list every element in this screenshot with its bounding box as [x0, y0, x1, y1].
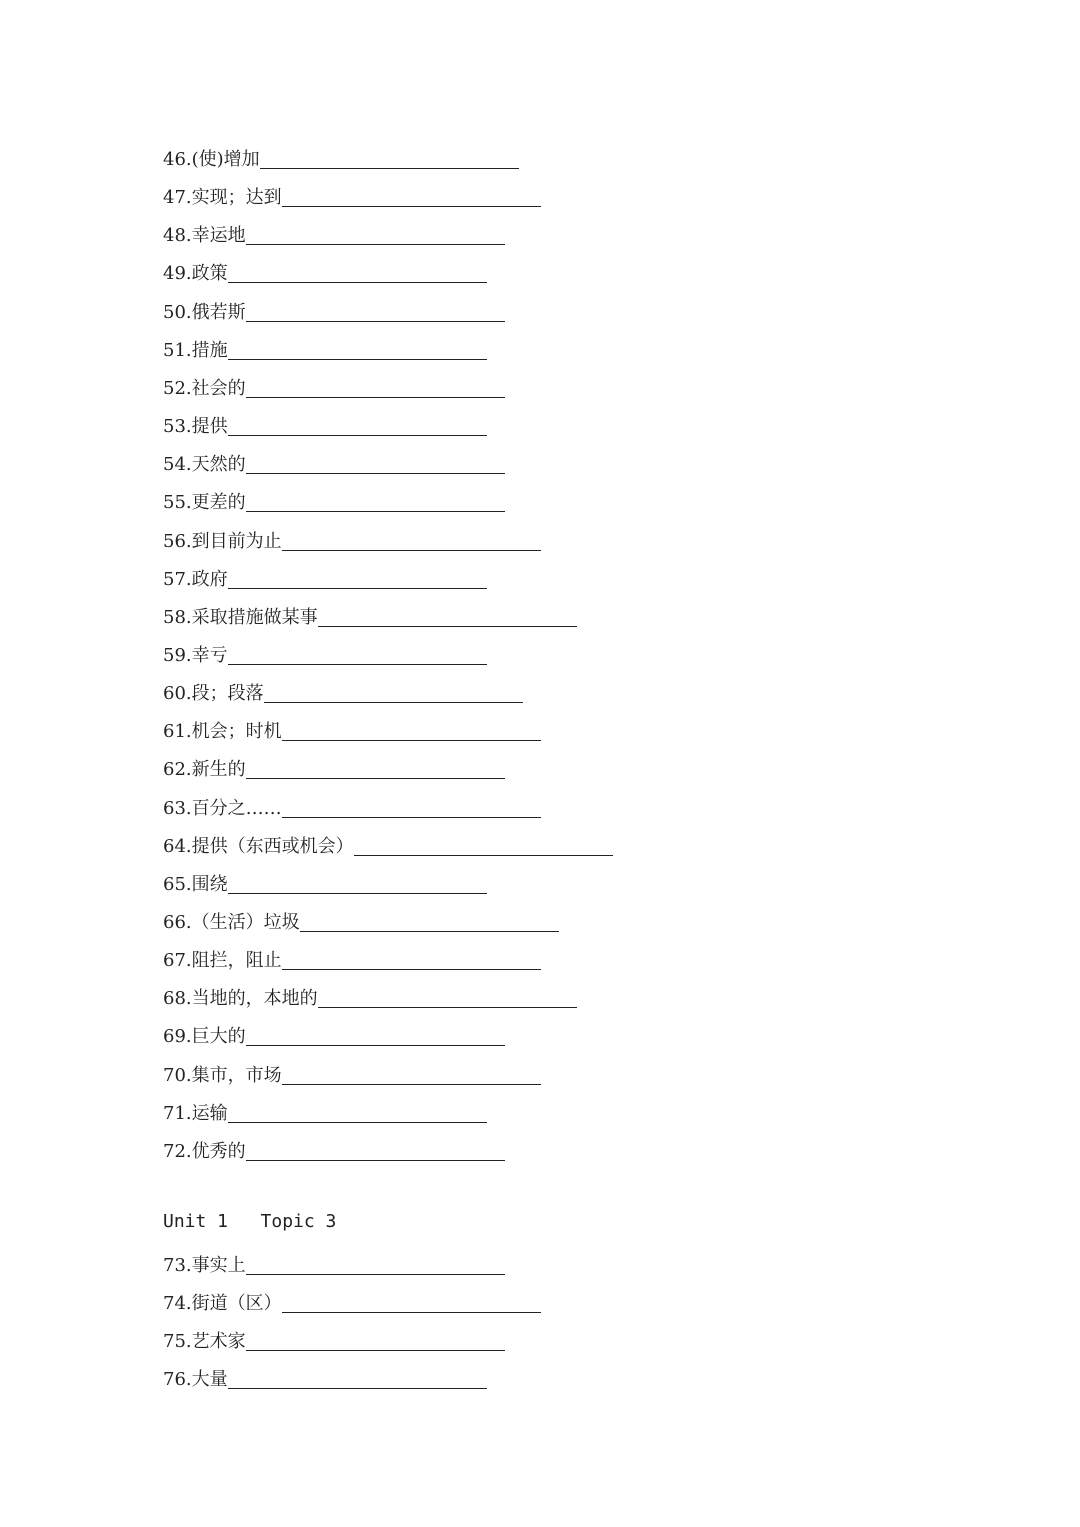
- item-number: 54.: [163, 454, 192, 476]
- item-label: 到目前为止: [191, 530, 282, 552]
- vocab-item: [163, 561, 487, 591]
- item-label: 政府: [191, 568, 228, 590]
- vocab-item: [163, 1018, 505, 1048]
- item-number: 69.: [163, 1026, 192, 1048]
- vocab-item: [163, 1095, 487, 1125]
- item-label: 新生的: [191, 759, 246, 781]
- vocab-item: [163, 637, 487, 667]
- item-label: 社会的: [191, 377, 246, 399]
- item-number: 57.: [163, 568, 192, 590]
- answer-blank[interactable]: [282, 1084, 541, 1085]
- item-number: 73.: [163, 1255, 192, 1276]
- vocab-item: [163, 1057, 541, 1087]
- item-number: 50.: [163, 301, 192, 323]
- section-heading: Unit 1 Topic 3: [163, 1211, 337, 1232]
- vocab-item: [163, 217, 505, 247]
- item-number: 68.: [163, 988, 192, 1010]
- answer-blank[interactable]: [246, 778, 505, 779]
- item-label: 幸运地: [191, 225, 246, 247]
- item-number: 51.: [163, 339, 192, 361]
- item-number: 47.: [163, 187, 192, 209]
- answer-blank[interactable]: [300, 931, 559, 932]
- item-number: 60.: [163, 683, 192, 705]
- item-label: 天然的: [191, 454, 246, 476]
- vocab-item: [163, 294, 505, 324]
- vocab-item: [163, 141, 519, 171]
- item-number: 75.: [163, 1331, 192, 1353]
- answer-blank[interactable]: [282, 740, 541, 741]
- vocab-item: [163, 179, 541, 209]
- vocab-item: [163, 980, 577, 1010]
- item-number: 63.: [163, 797, 192, 819]
- vocab-item: [163, 599, 577, 629]
- vocab-item: [163, 332, 487, 362]
- answer-blank[interactable]: [228, 1388, 487, 1389]
- item-label: 提供（东西或机会）: [191, 835, 354, 857]
- item-number: 72.: [163, 1140, 192, 1162]
- item-label: 实现；达到: [191, 187, 282, 209]
- item-number: 53.: [163, 416, 192, 438]
- vocab-item: [163, 751, 505, 781]
- item-number: 76.: [163, 1369, 192, 1391]
- vocab-item: [163, 713, 541, 743]
- item-label: 集市，市场: [191, 1064, 282, 1086]
- vocab-item: [163, 255, 487, 285]
- item-label: 提供: [191, 416, 228, 438]
- vocab-item: [163, 790, 541, 820]
- item-label: （生活）垃圾: [191, 912, 300, 933]
- answer-blank[interactable]: [246, 244, 505, 245]
- vocab-item: [163, 484, 505, 514]
- answer-blank[interactable]: [246, 321, 505, 322]
- vocab-item: [163, 408, 487, 438]
- vocab-item: [163, 1323, 505, 1353]
- answer-blank[interactable]: [228, 435, 487, 436]
- item-number: 61.: [163, 721, 192, 743]
- item-label: 更差的: [191, 492, 246, 514]
- answer-blank[interactable]: [282, 969, 541, 970]
- answer-blank[interactable]: [282, 206, 541, 207]
- item-number: 56.: [163, 530, 192, 552]
- item-number: 66.: [163, 912, 192, 933]
- vocab-item: [163, 446, 505, 476]
- vocab-item: [163, 1285, 541, 1315]
- answer-blank[interactable]: [246, 511, 505, 512]
- item-label: 艺术家: [191, 1331, 246, 1353]
- answer-blank[interactable]: [282, 550, 541, 551]
- item-number: 71.: [163, 1102, 192, 1124]
- vocab-item: [163, 675, 523, 705]
- item-label: 机会；时机: [191, 721, 282, 743]
- item-label: 当地的，本地的: [191, 988, 318, 1010]
- item-label: 措施: [191, 339, 228, 361]
- vocab-item: [163, 942, 541, 972]
- item-label: 采取措施做某事: [191, 606, 318, 628]
- item-label: 巨大的: [191, 1026, 246, 1048]
- vocab-item: [163, 1133, 505, 1163]
- answer-blank[interactable]: [282, 1312, 541, 1313]
- item-label: 围绕: [191, 873, 228, 895]
- answer-blank[interactable]: [246, 397, 505, 398]
- item-number: 46.: [163, 149, 192, 170]
- item-label: 运输: [191, 1102, 228, 1124]
- answer-blank[interactable]: [228, 282, 487, 283]
- item-label: 政策: [191, 263, 228, 285]
- answer-blank[interactable]: [228, 893, 487, 894]
- answer-blank[interactable]: [318, 1007, 577, 1008]
- answer-blank[interactable]: [264, 702, 523, 703]
- answer-blank[interactable]: [246, 473, 505, 474]
- item-label: 街道（区）: [191, 1293, 282, 1315]
- vocab-item: [163, 904, 559, 934]
- vocab-item: [163, 523, 541, 553]
- answer-blank[interactable]: [318, 626, 577, 627]
- answer-blank[interactable]: [260, 168, 519, 169]
- item-label: 俄若斯: [191, 301, 246, 323]
- item-number: 62.: [163, 759, 192, 781]
- vocab-item: [163, 1247, 505, 1277]
- answer-blank[interactable]: [228, 1122, 487, 1123]
- answer-blank[interactable]: [246, 1350, 505, 1351]
- item-label: 大量: [191, 1369, 228, 1391]
- item-label: 阻拦，阻止: [191, 950, 282, 972]
- vocab-item: [163, 866, 487, 896]
- answer-blank[interactable]: [246, 1045, 505, 1046]
- answer-blank[interactable]: [228, 664, 487, 665]
- answer-blank[interactable]: [354, 855, 613, 856]
- answer-blank[interactable]: [228, 588, 487, 589]
- item-number: 58.: [163, 606, 192, 628]
- item-label: 事实上: [191, 1255, 246, 1276]
- item-label: 段；段落: [191, 683, 264, 705]
- item-number: 55.: [163, 492, 192, 514]
- answer-blank[interactable]: [282, 817, 541, 818]
- answer-blank[interactable]: [228, 359, 487, 360]
- item-number: 59.: [163, 644, 192, 666]
- vocab-item: [163, 370, 505, 400]
- item-number: 70.: [163, 1064, 192, 1086]
- answer-blank[interactable]: [246, 1274, 505, 1275]
- item-label: (使)增加: [191, 149, 260, 170]
- item-number: 74.: [163, 1293, 192, 1315]
- item-number: 48.: [163, 225, 192, 247]
- item-label: 百分之……: [191, 797, 282, 819]
- item-number: 65.: [163, 873, 192, 895]
- item-number: 49.: [163, 263, 192, 285]
- item-number: 64.: [163, 835, 192, 857]
- vocab-item: [163, 1361, 487, 1391]
- item-number: 67.: [163, 950, 192, 972]
- vocab-item: [163, 828, 613, 858]
- item-label: 优秀的: [191, 1140, 246, 1162]
- item-label: 幸亏: [191, 644, 228, 666]
- answer-blank[interactable]: [246, 1160, 505, 1161]
- item-number: 52.: [163, 377, 192, 399]
